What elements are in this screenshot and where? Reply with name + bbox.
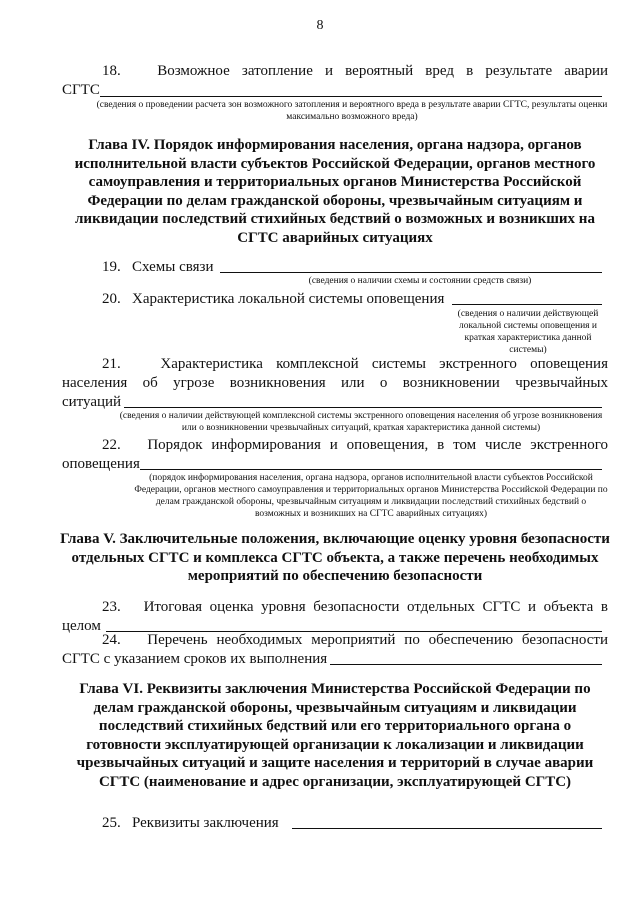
chapter-6-title: Глава VI. Реквизиты заключения Министерства Российской Федерации по делам гражданской обороны, чрезвычайным ситуациям и ликвидации последствий стихийных бедствий или его территориального органа о готовности эксплуатирующей организации к локализации и ликвидации чрезвычайных ситуаций и защите населения и территорий в случае аварии СГТС (наименование и адрес организации, эксплуатирующей СГТС) — [76, 681, 594, 790]
page-number: 8 — [316, 18, 324, 33]
item-23-line-1: 23. Итоговая оценка уровня безопасности отдельных СГТС и объекта в — [102, 599, 608, 615]
item-24-line-2: СГТС с указанием сроков их выполнения — [62, 651, 328, 667]
item-19-fill-line — [220, 272, 602, 273]
item-25-text: 25. Реквизиты заключения — [102, 815, 279, 831]
item-18-note: (сведения о проведении расчета зон возможного затопления и вероятного вреда в результате аварии СГТС, результаты оценки максимально возможного вреда) — [96, 100, 608, 122]
item-21-line-1: 21. Характеристика комплексной системы экстренного оповещения — [102, 356, 608, 372]
item-18-line-1: 18. Возможное затопление и вероятный вред в результате аварии — [102, 63, 608, 79]
item-19-note: (сведения о наличии схемы и состоянии средств связи) — [308, 276, 532, 286]
item-18-fill-line — [100, 96, 602, 97]
item-22-line-2: оповещения — [62, 456, 140, 472]
item-21-line-3: ситуаций — [62, 394, 122, 410]
item-19-text: 19. Схемы связи — [102, 259, 214, 275]
item-22-fill-line — [140, 469, 602, 470]
item-21-fill-line — [124, 407, 602, 408]
item-22-note: (порядок информирования населения, органа надзора, органов исполнительной власти субъектов Российской Федерации, органов местного самоуправления и территориальных органов Министерства Российской Федерации по делам гражданской обороны, чрезвычайным ситуациям и ликвидации последствий стихийных бедствий о возможных и возникших на СГТС аварийных ситуациях) — [134, 473, 608, 519]
item-22-line-1: 22. Порядок информирования и оповещения, в том числе экстренного — [102, 437, 608, 453]
item-24-line-1: 24. Перечень необходимых мероприятий по обеспечению безопасности — [102, 632, 608, 648]
item-23-line-2: целом — [62, 618, 101, 634]
item-25-fill-line — [292, 828, 602, 829]
item-21-line-2: населения об угрозе возникновения или о возникновении чрезвычайных — [62, 375, 608, 391]
item-20-note: (сведения о наличии действующей локальной системы оповещения и краткая характеристика данной системы) — [457, 309, 599, 355]
item-18-line-2: СГТС — [62, 82, 100, 98]
chapter-4-title: Глава IV. Порядок информирования населения, органа надзора, органов исполнительной власти субъектов Российской Федерации, органов местного самоуправления и территориальных органов Министерства Российской Федерации по делам гражданской обороны, чрезвычайным ситуациям и ликвидации последствий стихийных бедствий о возможных и возникших на СГТС аварийных ситуациях — [74, 137, 596, 246]
item-24-fill-line — [330, 664, 602, 665]
item-21-note: (сведения о наличии действующей комплексной системы экстренного оповещения населения об угрозе возникновения или о возникновении чрезвычайных ситуаций, краткая характеристика данной системы) — [119, 411, 603, 433]
item-20-fill-line — [452, 304, 602, 305]
item-20-text: 20. Характеристика локальной системы оповещения — [102, 291, 445, 307]
chapter-5-title: Глава V. Заключительные положения, включающие оценку уровня безопасности отдельных СГТС и комплекса СГТС объекта, а также перечень необходимых мероприятий по обеспечению безопасности — [60, 531, 610, 584]
